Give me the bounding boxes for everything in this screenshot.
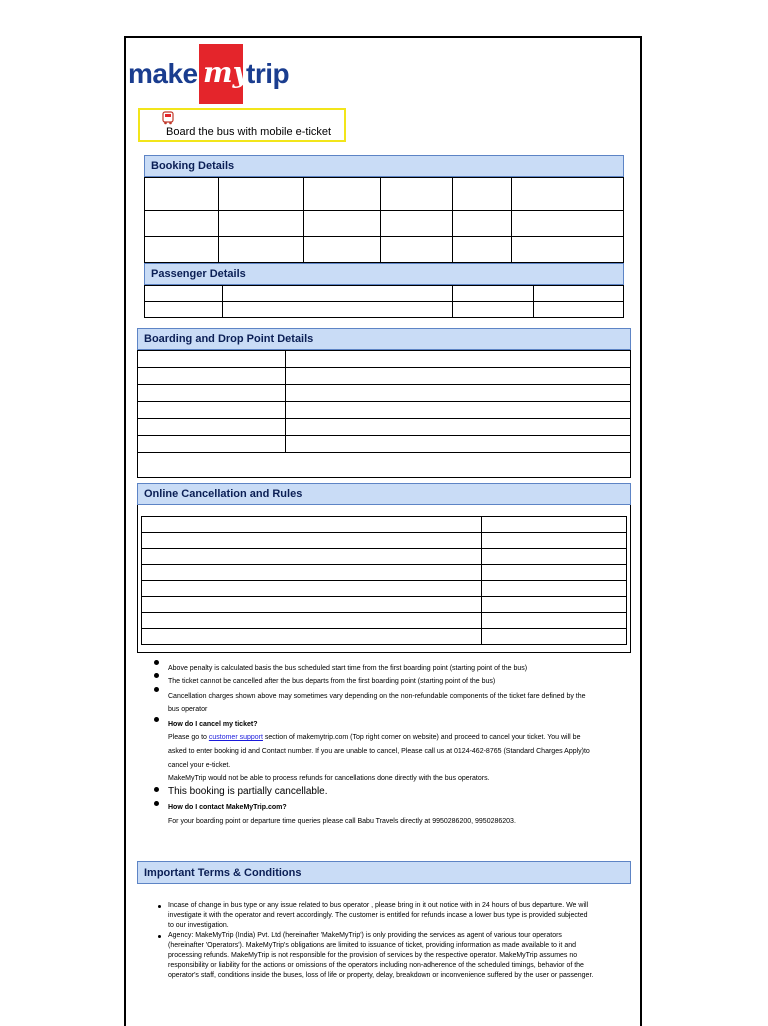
booking-details-table	[144, 177, 624, 263]
bullet	[154, 801, 159, 806]
mobile-ticket-banner	[138, 108, 346, 142]
bullet	[158, 935, 161, 938]
terms-header: Important Terms & Conditions	[137, 861, 631, 884]
faq-contact-question: How do I contact MakeMyTrip.com?	[168, 804, 287, 811]
cancellation-header: Online Cancellation and Rules	[137, 483, 631, 505]
bullet	[158, 905, 161, 908]
cancellation-table	[141, 516, 627, 645]
bullet	[154, 673, 159, 678]
bullet	[154, 660, 159, 665]
logo-red-box: my	[199, 44, 243, 104]
bullet	[154, 717, 159, 722]
passenger-details-table	[144, 285, 624, 318]
bullet	[154, 687, 159, 692]
booking-details-header: Booking Details	[144, 155, 624, 177]
faq-cancel-answer: Please go to customer support section of makemytrip.com (Top right corner on website) and proceed to cancel your ticket. You will be	[168, 734, 581, 741]
bus-icon	[162, 111, 174, 125]
faq-cancel-question: How do I cancel my ticket?	[168, 721, 258, 728]
faq-contact-answer: For your boarding point or departure time queries please call Babu Travels directly at 9950286200, 9950286203.	[168, 818, 516, 825]
boarding-drop-table	[137, 350, 631, 478]
bullet	[154, 787, 159, 792]
mobile-ticket-label: Board the bus with mobile e-ticket	[166, 126, 332, 138]
customer-support-link[interactable]: customer support	[208, 734, 263, 741]
boarding-drop-header: Boarding and Drop Point Details	[137, 328, 631, 350]
partial-cancel-note: This booking is partially cancellable.	[168, 786, 328, 797]
passenger-details-header: Passenger Details	[144, 263, 624, 285]
